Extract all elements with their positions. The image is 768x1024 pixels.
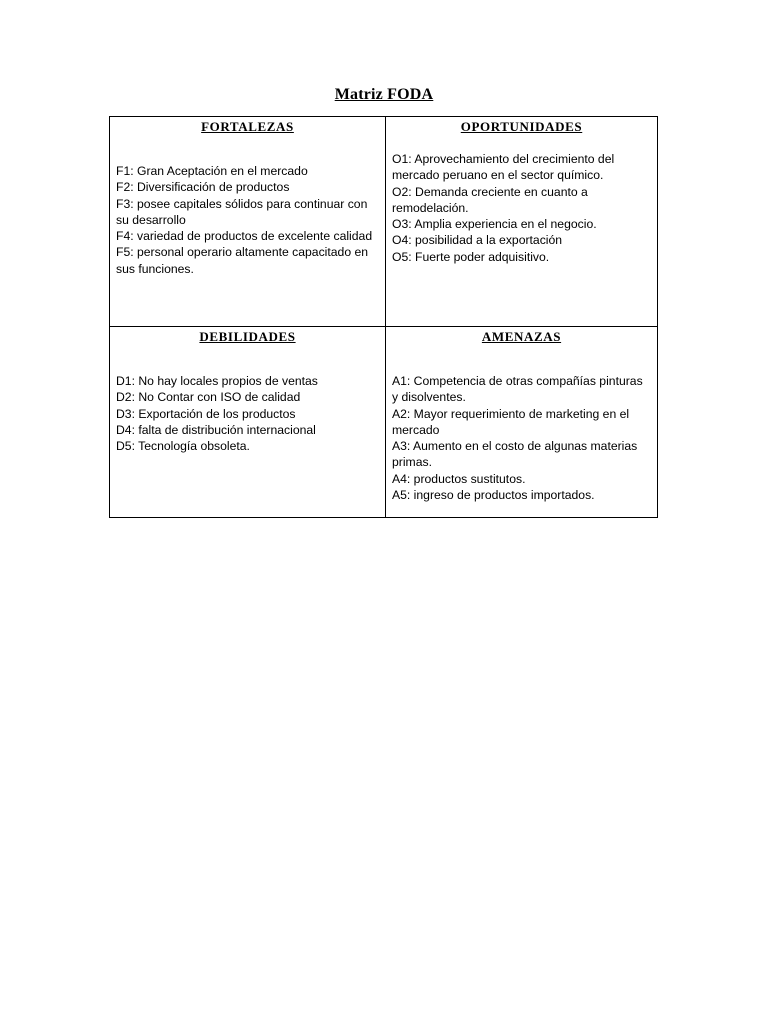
list-item: F3: posee capitales sólidos para continuar con su desarrollo (116, 196, 368, 227)
list-item: A1: Competencia de otras compañías pinturas y disolventes. (392, 374, 643, 405)
fortalezas-cell (110, 117, 385, 326)
list-item: D2: No Contar con ISO de calidad (116, 390, 301, 405)
oportunidades-list (392, 151, 651, 265)
list-item: O1: Aprovechamiento del crecimiento del mercado peruano en el sector químico. (392, 152, 615, 183)
list-item: O3: Amplia experiencia en el negocio. (392, 217, 597, 232)
foda-matrix (109, 116, 658, 518)
list-item: F4: variedad de productos de excelente calidad (116, 229, 373, 244)
list-item: D5: Tecnología obsoleta. (116, 439, 250, 454)
list-item: F5: personal operario altamente capacitado en sus funciones. (116, 245, 369, 276)
list-item: F1: Gran Aceptación en el mercado (116, 164, 308, 178)
fortalezas-heading: FORTALEZAS (201, 119, 294, 134)
fortalezas-list (116, 163, 379, 277)
oportunidades-cell (385, 117, 657, 326)
list-item: O5: Fuerte poder adquisitivo. (392, 249, 550, 264)
list-item: D4: falta de distribución internacional (116, 422, 316, 437)
page-title: Matriz FODA (334, 86, 434, 103)
list-item: A5: ingreso de productos importados. (392, 488, 595, 503)
debilidades-list (116, 373, 379, 454)
list-item: D3: Exportación de los productos (116, 406, 296, 421)
list-item: A4: productos sustitutos. (392, 471, 526, 486)
list-item: F2: Diversificación de productos (116, 180, 290, 195)
amenazas-cell (385, 326, 657, 517)
list-item: A2: Mayor requerimiento de marketing en el mercado (392, 406, 630, 437)
debilidades-heading: DEBILIDADES (199, 329, 296, 344)
amenazas-list (392, 373, 651, 503)
list-item: A3: Aumento en el costo de algunas materias primas. (392, 439, 638, 470)
debilidades-cell (110, 326, 385, 517)
oportunidades-heading: OPORTUNIDADES (460, 119, 583, 134)
amenazas-heading: AMENAZAS (481, 329, 562, 344)
list-item: O2: Demanda creciente en cuanto a remodelación. (392, 184, 588, 215)
list-item: D1: No hay locales propios de ventas (116, 374, 318, 388)
list-item: O4: posibilidad a la exportación (392, 233, 563, 248)
